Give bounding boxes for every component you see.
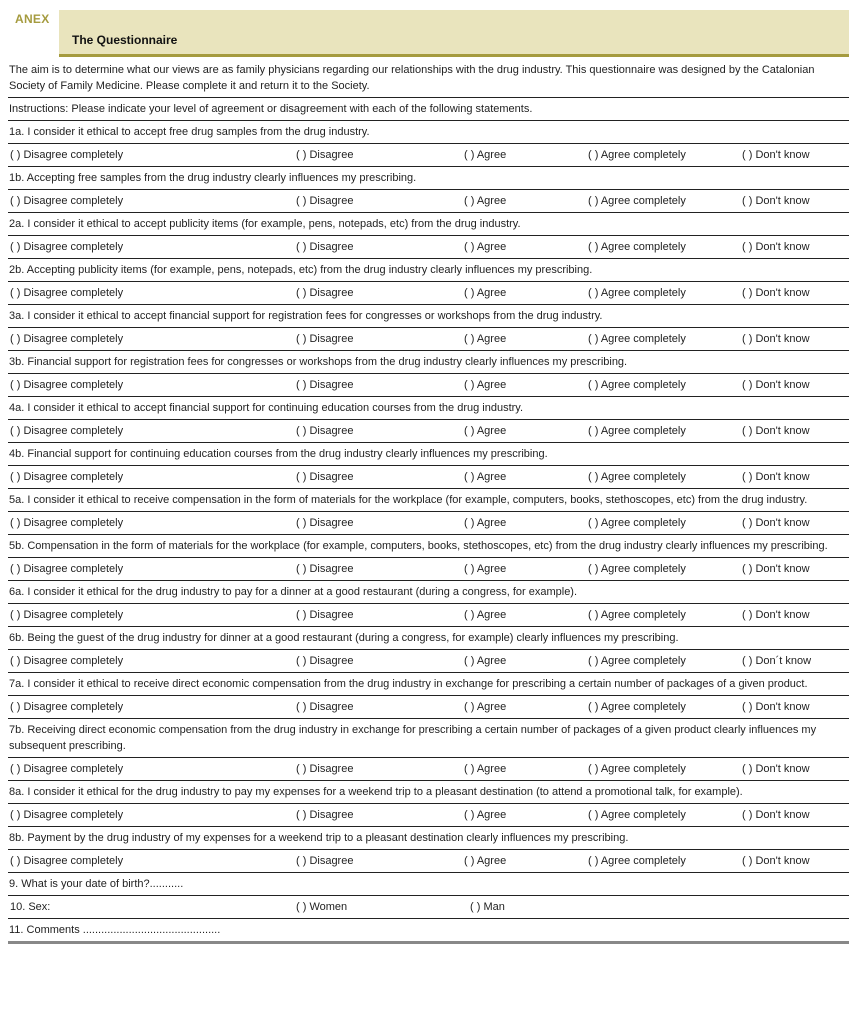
answer-options-row [8,558,849,581]
question-statement: 5b. Compensation in the form of materials for the workplace (for example, computers, books, stethoscopes, etc) from the drug industry clearly influences my prescribing. [8,535,849,558]
option-agree[interactable]: ( ) Agree [464,563,507,575]
annex-label: ANEX [15,12,50,26]
option-agree[interactable]: ( ) Agree [464,333,507,345]
option-dont-know[interactable]: ( ) Don't know [742,287,810,299]
question-date-of-birth: 9. What is your date of birth?........... [8,873,849,896]
option-disagree-completely[interactable]: ( ) Disagree completely [10,563,124,575]
option-disagree-completely[interactable]: ( ) Disagree completely [10,763,124,775]
question-statement: 4a. I consider it ethical to accept financial support for continuing education courses from the drug industry. [8,397,849,420]
answer-options-row [8,190,849,213]
option-disagree[interactable]: ( ) Disagree [296,379,354,391]
question-statement: 5a. I consider it ethical to receive compensation in the form of materials for the workplace (for example, computers, books, stethoscopes, etc) from the drug industry. [8,489,849,512]
option-disagree[interactable]: ( ) Disagree [296,701,354,713]
option-dont-know[interactable]: ( ) Don't know [742,471,810,483]
option-agree-completely[interactable]: ( ) Agree completely [588,195,686,207]
question-statement: 4b. Financial support for continuing education courses from the drug industry clearly influences my prescribing. [8,443,849,466]
option-disagree[interactable]: ( ) Disagree [296,855,354,867]
instructions: Instructions: Please indicate your level of agreement or disagreement with each of the following statements. [8,98,849,121]
question-statement: 6b. Being the guest of the drug industry for dinner at a good restaurant (during a congress, for example) clearly influences my prescribing. [8,627,849,650]
questionnaire-page [8,10,849,944]
option-disagree[interactable]: ( ) Disagree [296,241,354,253]
option-disagree-completely[interactable]: ( ) Disagree completely [10,379,124,391]
question-statement: 8b. Payment by the drug industry of my expenses for a weekend trip to a pleasant destination clearly influences my prescribing. [8,827,849,850]
option-disagree-completely[interactable]: ( ) Disagree completely [10,241,124,253]
question-statement: 7b. Receiving direct economic compensation from the drug industry in exchange for prescribing a certain number of packages of a given product clearly influences my subsequent prescribing. [8,719,849,758]
option-agree[interactable]: ( ) Agree [464,287,507,299]
option-disagree-completely[interactable]: ( ) Disagree completely [10,609,124,621]
answer-options-row [8,696,849,719]
option-dont-know[interactable]: ( ) Don't know [742,379,810,391]
option-dont-know[interactable]: ( ) Don't know [742,241,810,253]
option-agree-completely[interactable]: ( ) Agree completely [588,655,686,667]
sex-label: 10. Sex: [10,901,51,913]
header-bar [8,10,849,57]
option-disagree[interactable]: ( ) Disagree [296,655,354,667]
option-agree[interactable]: ( ) Agree [464,809,507,821]
option-agree-completely[interactable]: ( ) Agree completely [588,149,686,161]
question-statement: 2b. Accepting publicity items (for example, pens, notepads, etc) from the drug industry clearly influences my prescribing. [8,259,849,282]
option-agree-completely[interactable]: ( ) Agree completely [588,471,686,483]
option-disagree-completely[interactable]: ( ) Disagree completely [10,809,124,821]
answer-options-row [8,144,849,167]
answer-options-row [8,650,849,673]
question-statement: 3b. Financial support for registration fees for congresses or workshops from the drug industry clearly influences my prescribing. [8,351,849,374]
question-statement: 1a. I consider it ethical to accept free drug samples from the drug industry. [8,121,849,144]
option-disagree-completely[interactable]: ( ) Disagree completely [10,287,124,299]
option-dont-know[interactable]: ( ) Don't know [742,517,810,529]
option-dont-know[interactable]: ( ) Don't know [742,563,810,575]
questionnaire-title: The Questionnaire [72,33,178,47]
option-agree-completely[interactable]: ( ) Agree completely [588,379,686,391]
option-disagree-completely[interactable]: ( ) Disagree completely [10,471,124,483]
question-statement: 3a. I consider it ethical to accept financial support for registration fees for congresses or workshops from the drug industry. [8,305,849,328]
option-women[interactable]: ( ) Women [296,901,348,913]
option-disagree-completely[interactable]: ( ) Disagree completely [10,195,124,207]
option-disagree-completely[interactable]: ( ) Disagree completely [10,701,124,713]
question-statement: 6a. I consider it ethical for the drug industry to pay for a dinner at a good restaurant (during a congress, for example). [8,581,849,604]
option-disagree[interactable]: ( ) Disagree [296,195,354,207]
option-disagree-completely[interactable]: ( ) Disagree completely [10,655,124,667]
option-disagree[interactable]: ( ) Disagree [296,471,354,483]
option-agree-completely[interactable]: ( ) Agree completely [588,609,686,621]
option-disagree[interactable]: ( ) Disagree [296,149,354,161]
option-agree[interactable]: ( ) Agree [464,763,507,775]
option-dont-know[interactable]: ( ) Don't know [742,763,810,775]
option-agree[interactable]: ( ) Agree [464,425,507,437]
option-agree-completely[interactable]: ( ) Agree completely [588,241,686,253]
option-agree[interactable]: ( ) Agree [464,609,507,621]
answer-options-row [8,374,849,397]
option-agree[interactable]: ( ) Agree [464,471,507,483]
answer-options-row [8,236,849,259]
option-dont-know[interactable]: ( ) Don't know [742,701,810,713]
option-disagree-completely[interactable]: ( ) Disagree completely [10,333,124,345]
option-disagree-completely[interactable]: ( ) Disagree completely [10,149,124,161]
option-agree-completely[interactable]: ( ) Agree completely [588,701,686,713]
option-dont-know[interactable]: ( ) Don't know [742,195,810,207]
option-dont-know[interactable]: ( ) Don't know [742,333,810,345]
option-disagree[interactable]: ( ) Disagree [296,609,354,621]
option-agree-completely[interactable]: ( ) Agree completely [588,809,686,821]
option-agree[interactable]: ( ) Agree [464,517,507,529]
option-disagree[interactable]: ( ) Disagree [296,333,354,345]
option-disagree[interactable]: ( ) Disagree [296,763,354,775]
option-agree[interactable]: ( ) Agree [464,379,507,391]
option-agree-completely[interactable]: ( ) Agree completely [588,855,686,867]
option-disagree-completely[interactable]: ( ) Disagree completely [10,517,124,529]
option-dont-know[interactable]: ( ) Don't know [742,425,810,437]
question-comments: 11. Comments ............................................. [8,919,849,944]
option-man[interactable]: ( ) Man [470,901,505,913]
question-statement: 8a. I consider it ethical for the drug industry to pay my expenses for a weekend trip to a pleasant destination (to attend a promotional talk, for example). [8,781,849,804]
answer-options-row [8,420,849,443]
option-agree[interactable]: ( ) Agree [464,701,507,713]
option-dont-know[interactable]: ( ) Don't know [742,855,810,867]
option-disagree[interactable]: ( ) Disagree [296,563,354,575]
option-dont-know[interactable]: ( ) Don't know [742,609,810,621]
option-disagree[interactable]: ( ) Disagree [296,287,354,299]
option-disagree-completely[interactable]: ( ) Disagree completely [10,425,124,437]
option-agree-completely[interactable]: ( ) Agree completely [588,287,686,299]
option-agree-completely[interactable]: ( ) Agree completely [588,563,686,575]
option-agree[interactable]: ( ) Agree [464,149,507,161]
option-disagree[interactable]: ( ) Disagree [296,425,354,437]
answer-options-row [8,850,849,873]
answer-options-row [8,466,849,489]
question-statement: 1b. Accepting free samples from the drug industry clearly influences my prescribing. [8,167,849,190]
option-disagree[interactable]: ( ) Disagree [296,517,354,529]
answer-options-row [8,282,849,305]
answer-options-row [8,328,849,351]
question-list [8,121,849,873]
question-sex [8,896,849,919]
option-agree[interactable]: ( ) Agree [464,855,507,867]
option-agree[interactable]: ( ) Agree [464,195,507,207]
answer-options-row [8,758,849,781]
option-disagree-completely[interactable]: ( ) Disagree completely [10,855,124,867]
question-statement: 7a. I consider it ethical to receive direct economic compensation from the drug industry in exchange for prescribing a certain number of packages of a given product. [8,673,849,696]
option-dont-know[interactable]: ( ) Don't know [742,809,810,821]
option-agree[interactable]: ( ) Agree [464,655,507,667]
option-dont-know[interactable]: ( ) Don't know [742,149,810,161]
question-statement: 2a. I consider it ethical to accept publicity items (for example, pens, notepads, etc) from the drug industry. [8,213,849,236]
option-agree-completely[interactable]: ( ) Agree completely [588,763,686,775]
option-agree[interactable]: ( ) Agree [464,241,507,253]
option-dont-know[interactable]: ( ) Don´t know [742,655,812,667]
option-agree-completely[interactable]: ( ) Agree completely [588,333,686,345]
option-agree-completely[interactable]: ( ) Agree completely [588,517,686,529]
option-disagree[interactable]: ( ) Disagree [296,809,354,821]
answer-options-row [8,512,849,535]
answer-options-row [8,604,849,627]
intro-paragraph: The aim is to determine what our views are as family physicians regarding our relationships with the drug industry. This questionnaire was designed by the Catalonian Society of Family Medicine. Please complete it and return it to the Society. [8,57,849,98]
answer-options-row [8,804,849,827]
option-agree-completely[interactable]: ( ) Agree completely [588,425,686,437]
